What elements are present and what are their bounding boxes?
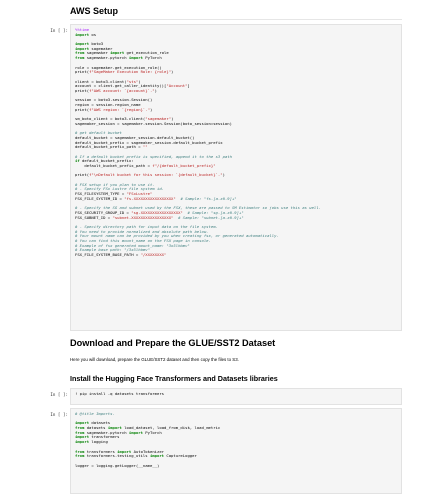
code-token: print( — [75, 172, 90, 178]
code-line — [75, 392, 397, 397]
code-token: "FSxLustre" — [126, 191, 153, 197]
code-line — [75, 253, 397, 258]
cell-prompt-2: In [ ]: — [50, 392, 68, 397]
code-token: import — [128, 55, 143, 61]
code-token: import — [149, 453, 165, 459]
code-token: transformers.testing_utils — [84, 453, 150, 459]
code-token: print( — [75, 69, 90, 75]
code-token: sm_boto_client = boto3.client( — [75, 116, 146, 122]
code-token: logging — [89, 439, 108, 445]
code-token: FSX_SECURITY_GROUP_ID = — [75, 209, 132, 215]
code-token: # Example base path: "/3x5lhbmv" — [75, 247, 150, 253]
code-token: %%time — [75, 27, 90, 32]
code-token: # Sample: "sg-[a-z0-9]+" — [187, 209, 244, 215]
code-token: # You need to provide normalized and absolute path below. — [75, 228, 209, 234]
code-token: from — [75, 453, 85, 459]
code-token: CaptureLogger — [164, 453, 197, 459]
code-token: load_dataset, load_from_disk, load_metric — [121, 425, 221, 431]
code-token: # If a default bucket prefix is specified, append it to the s3 path — [75, 153, 232, 159]
code-token: import — [107, 425, 122, 431]
code-token: ) — [154, 87, 157, 93]
cell-prompt-1: In [ ]: — [50, 28, 68, 33]
code-token: ) — [222, 172, 225, 178]
code-token: from — [75, 50, 85, 56]
code-token: # - Specify the SG and subnet used by the FSX, these are passed to SM Estimator so jobs use this as well. — [75, 205, 321, 211]
code-token: # FSX setup if you plan to use it. — [75, 181, 155, 187]
code-token: # - Specify directory path for input data on the file system. — [75, 223, 218, 229]
section-title-hf-install: Install the Hugging Face Transformers and Datasets libraries — [70, 374, 278, 383]
code-token: ] — [187, 83, 190, 89]
code-token: get_execution_role — [124, 50, 169, 56]
code-token: datasets — [84, 425, 108, 431]
code-token: import — [128, 429, 143, 435]
code-token: FSX_FILE_SYSTEM_BASE_PATH = — [75, 252, 141, 257]
code-token: default_bucket_prefix: — [79, 158, 134, 164]
code-token: f"SageMaker Execution Role: {role}" — [89, 69, 172, 75]
code-token: import — [75, 434, 90, 440]
code-token: datasets — [89, 420, 111, 426]
code-token: "fs-XXXXXXXXXXXXXXXXX" — [124, 195, 176, 201]
code-token: import — [110, 50, 125, 56]
code-token: default_bucket_prefix_path = — [75, 162, 153, 168]
code-token: AutoTokenizer — [131, 448, 165, 454]
code-cell-imports[interactable] — [70, 408, 402, 494]
code-token: os — [89, 31, 97, 37]
code-token: sagemaker.pytorch — [84, 429, 129, 435]
code-token: transformers — [84, 448, 118, 454]
code-cell-pip-install[interactable] — [70, 388, 402, 405]
glue-description: Here you will download, prepare the GLUE/SST2 dataset and then copy the files to S3. — [70, 357, 239, 362]
code-token: role = sagemaker.get_execution_role() — [75, 64, 162, 70]
section-title-aws-setup: AWS Setup — [70, 6, 119, 16]
code-token: sagemaker — [84, 50, 111, 56]
code-token: import — [117, 448, 132, 454]
code-token: import — [75, 41, 90, 47]
code-cell-aws-setup[interactable] — [70, 24, 402, 331]
code-token: logger = logging.getLogger(__name__) — [75, 462, 160, 468]
section-divider — [70, 19, 402, 20]
code-token: PyTorch — [142, 55, 162, 61]
code-token: # @title Imports. — [75, 411, 115, 416]
code-token: print( — [75, 87, 90, 93]
code-token: # You can find this mount_name on the FSX page in console. — [75, 237, 211, 243]
code-token: f"/{default_bucket_prefix}" — [152, 162, 216, 168]
code-token: if — [75, 158, 80, 164]
code-token: FSX_SUBNET_ID = — [75, 214, 113, 220]
code-token: region = session.region_name — [75, 102, 141, 107]
code-token: "Account" — [166, 83, 188, 89]
code-token: f"AWS region: `{region}`." — [89, 106, 150, 112]
code-token: "" — [142, 144, 148, 150]
code-token: print( — [75, 106, 90, 112]
code-token: from — [75, 429, 85, 435]
code-token: ) — [171, 116, 174, 122]
code-token: PyTorch — [142, 429, 162, 435]
code-token: ) — [149, 106, 153, 112]
cell-prompt-3: In [ ]: — [50, 412, 68, 417]
code-token: account = client.get_caller_identity()[ — [75, 83, 167, 89]
code-token: "subnet-XXXXXXXXXXXXXXXXX" — [112, 214, 174, 220]
code-token: # - Specify FSx Lustre file system id. — [75, 186, 165, 192]
code-token: default_bucket = sagemaker_session.default_bucket() — [75, 134, 195, 140]
code-token: boto3 — [89, 41, 104, 47]
code-token: sagemaker.pytorch — [84, 55, 129, 61]
code-token: from — [75, 448, 85, 454]
code-token: # Sample: "subnet-[a-z0-9]+" — [178, 214, 244, 220]
code-token: from — [75, 425, 85, 431]
code-token: "sg-XXXXXXXXXXXXXXXXX" — [131, 209, 183, 215]
code-token: import — [75, 439, 90, 445]
code-token: import — [75, 31, 90, 37]
code-token: ) — [138, 78, 141, 84]
code-token: client = boto3.client( — [75, 78, 127, 84]
code-token: ) — [171, 69, 174, 75]
code-token: session = boto3.session.Session() — [75, 97, 153, 103]
code-token: "sts" — [126, 78, 139, 84]
code-token: import — [75, 45, 90, 51]
code-token: sagemaker_session = sagemaker.session.Session(boto_session=session) — [75, 120, 232, 126]
code-token: # Your mount name can be provided by you when creating fsx, or generated automatically. — [75, 233, 279, 239]
code-token: "sagemaker" — [145, 116, 172, 122]
code-token: FSX_FILE_SYSTEM_ID = — [75, 195, 125, 201]
code-token: # Example of fsx generated mount_name: "3x5lhbmv" — [75, 242, 190, 248]
code-token: "/XXXXXXXX" — [140, 252, 167, 257]
code-line — [75, 464, 397, 469]
code-token: f"AWS account: `{account}`." — [89, 87, 155, 93]
code-token: import — [75, 420, 90, 426]
code-token: # Sample: "fs-[a-z0-9]+" — [180, 195, 237, 201]
code-token: default_bucket_prefix_path = — [75, 144, 143, 150]
code-token: sagemaker — [89, 45, 113, 51]
section-title-glue: Download and Prepare the GLUE/SST2 Dataset — [70, 338, 276, 348]
code-token: ! pip install -q datasets transformers — [75, 391, 165, 396]
code-token: f"\nDefault bucket for this session: `{default_bucket}`." — [89, 172, 223, 178]
code-token: default_bucket_prefix = sagemaker_session.default_bucket_prefix — [75, 139, 223, 145]
code-token: # get default bucket — [75, 130, 122, 136]
code-token: from — [75, 55, 85, 61]
code-token: FSX_FILESYSTEM_TYPE = — [75, 191, 127, 197]
code-token: transformers — [89, 434, 120, 440]
